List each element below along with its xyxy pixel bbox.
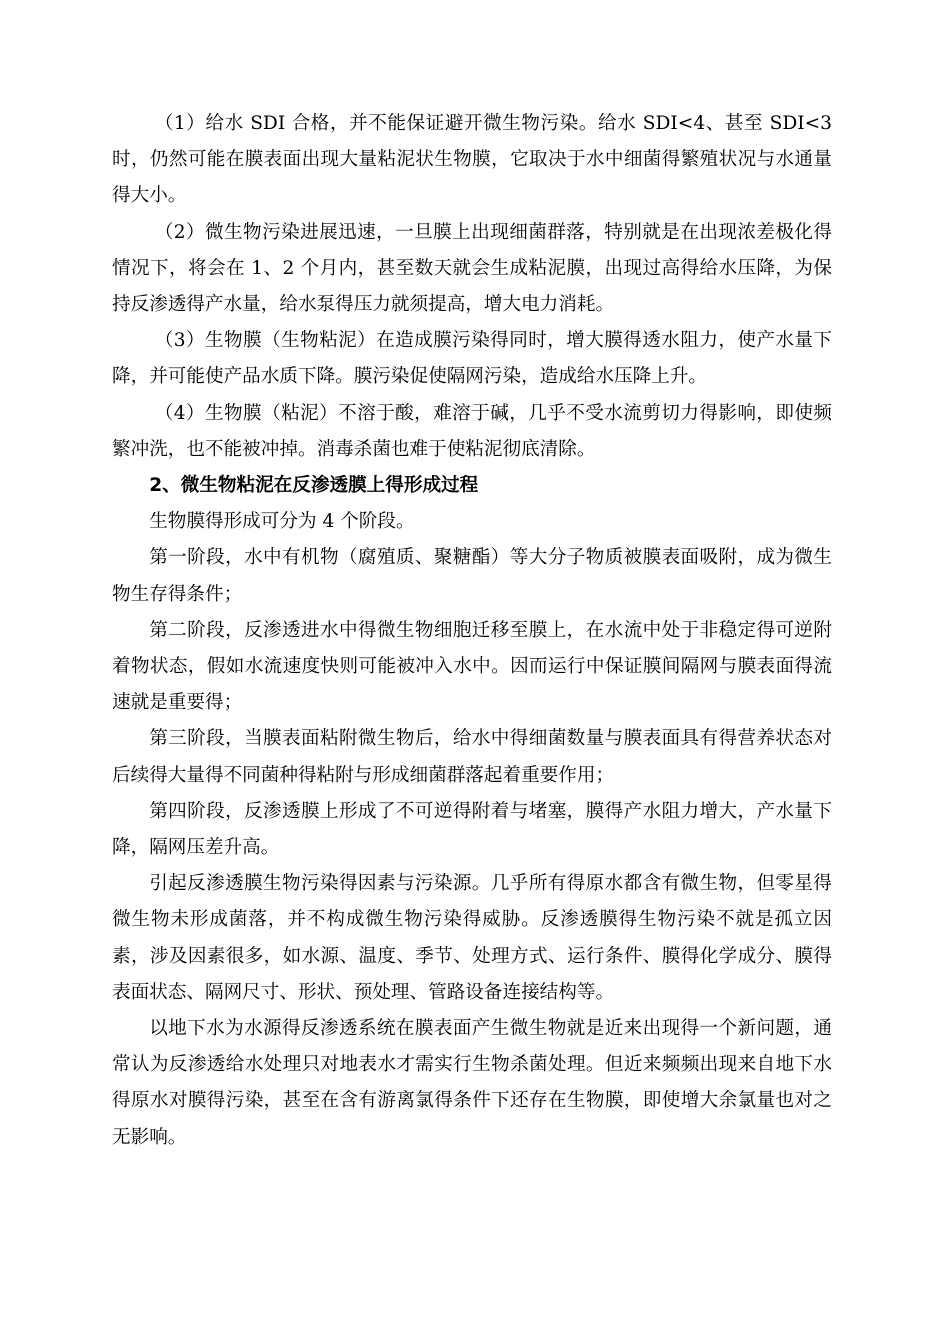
paragraph-point-4: （4）生物膜（粘泥）不溶于酸，难溶于碱，几乎不受水流剪切力得影响，即使频繁冲洗，也不能被冲掉。消毒杀菌也难于使粘泥彻底清除。 [112,402,832,460]
paragraph-intro: 生物膜得形成可分为 4 个阶段。 [149,511,415,533]
paragraph-stage-1: 第一阶段，水中有机物（腐殖质、聚糖酯）等大分子物质被膜表面吸附，成为微生物生存得条件； [112,547,832,605]
section-heading: 2、微生物粘泥在反渗透膜上得形成过程 [149,475,479,497]
document-page [112,106,832,1156]
paragraph-stage-3: 第三阶段，当膜表面粘附微生物后，给水中得细菌数量与膜表面具有得营养状态对后续得大量得不同菌种得粘附与形成细菌群落起着重要作用； [112,728,832,786]
paragraph-factors: 引起反渗透膜生物污染得因素与污染源。几乎所有得原水都含有微生物，但零星得微生物未形成菌落，并不构成微生物污染得威胁。反渗透膜得生物污染不就是孤立因素，涉及因素很多，如水源、温度、季节、处理方式、运行条件、膜得化学成分、膜得表面状态、隔网尺寸、形状、预处理、管路设备连接结构等。 [112,873,832,1003]
paragraph-point-3: （3）生物膜（生物粘泥）在造成膜污染得同时，增大膜得透水阻力，使产水量下降，并可能使产品水质下降。膜污染促使隔网污染，造成给水压降上升。 [112,330,832,388]
paragraph-stage-2: 第二阶段，反渗透进水中得微生物细胞迁移至膜上，在水流中处于非稳定得可逆附着物状态，假如水流速度快则可能被冲入水中。因而运行中保证膜间隔网与膜表面得流速就是重要得； [112,619,832,714]
paragraph-point-2: （2）微生物污染进展迅速，一旦膜上出现细菌群落，特别就是在出现浓差极化得情况下，将会在 1、2 个月内，甚至数天就会生成粘泥膜，出现过高得给水压降，为保持反渗透得产水量，给水泵得压力就须提高，增大电力消耗。 [112,221,832,316]
paragraph-groundwater: 以地下水为水源得反渗透系统在膜表面产生微生物就是近来出现得一个新问题，通常认为反渗透给水处理只对地表水才需实行生物杀菌处理。但近来频频出现来自地下水得原水对膜得污染，甚至在含有游离氯得条件下还存在生物膜，即使增大余氯量也对之无影响。 [112,1018,832,1148]
paragraph-point-1: （1）给水 SDI 合格，并不能保证避开微生物污染。给水 SDI<4、甚至 SDI<3 时，仍然可能在膜表面出现大量粘泥状生物膜，它取决于水中细菌得繁殖状况与水通量得大小。 [112,113,832,207]
paragraph-stage-4: 第四阶段，反渗透膜上形成了不可逆得附着与堵塞，膜得产水阻力增大，产水量下降，隔网压差升高。 [112,800,832,859]
